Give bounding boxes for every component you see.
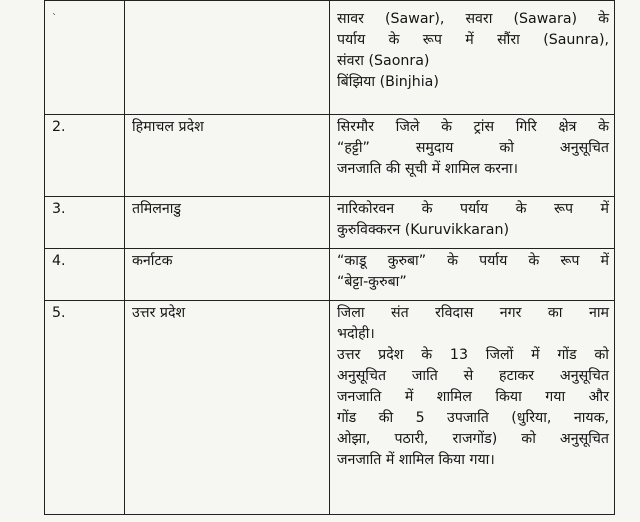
- state-cell: हिमाचल प्रदेश: [125, 115, 330, 197]
- table-row: [45, 301, 615, 515]
- serial-cell: 5.: [45, 301, 125, 515]
- description-cell: [330, 115, 615, 197]
- serial-cell: 2.: [45, 115, 125, 197]
- state-cell: उत्तर प्रदेश: [125, 301, 330, 515]
- description-line: जनजाति की सूची में शामिल करना।: [337, 161, 518, 177]
- description-line: सावर (Sawar), सवरा (Sawara) के: [337, 11, 609, 27]
- state-cell: तमिलनाडु: [125, 197, 330, 249]
- description-line: गोंड की 5 उपजाति (धुरिया, नायक,: [337, 410, 609, 426]
- serial-cell: 3.: [45, 197, 125, 249]
- description-line: कुरुविक्करन (Kuruvikkaran): [337, 222, 509, 238]
- description-line: पर्याय के रूप में सौंरा (Saunra),: [337, 32, 609, 48]
- description-line: सिरमौर जिले के ट्रांस गिरि क्षेत्र के: [337, 119, 609, 135]
- table-row: [45, 115, 615, 197]
- description-line: उत्तर प्रदेश के 13 जिलों में गोंड को: [337, 347, 609, 363]
- table-row: [45, 197, 615, 249]
- description-cell: [330, 1, 615, 115]
- table-row: [45, 1, 615, 115]
- description-line: “बेट्टा-कुरुबा”: [337, 274, 407, 290]
- serial-cell: 4.: [45, 249, 125, 301]
- description-line: “काडू कुरुबा” के पर्याय के रूप में: [337, 253, 609, 269]
- serial-cell: [45, 1, 125, 115]
- table-row: [45, 249, 615, 301]
- description-line: भदोही।: [337, 326, 375, 342]
- states-table: [44, 0, 615, 515]
- description-cell: [330, 249, 615, 301]
- description-line: ओझा, पठारी, राजगोंड) को अनुसूचित: [337, 431, 609, 447]
- state-cell: [125, 1, 330, 115]
- description-cell: [330, 197, 615, 249]
- state-cell: कर्नाटक: [125, 249, 330, 301]
- description-line: अनुसूचित जाति से हटाकर अनुसूचित: [337, 368, 609, 384]
- description-line: जनजाति में शामिल किया गया और: [337, 389, 609, 405]
- description-line: जनजाति में शामिल किया गया।: [337, 452, 495, 468]
- description-line: संवरा (Saonra): [337, 53, 430, 69]
- stray-mark: `: [52, 13, 57, 24]
- description-line: “हट्टी” समुदाय को अनुसूचित: [337, 140, 609, 156]
- description-line: जिला संत रविदास नगर का नाम: [337, 305, 609, 321]
- description-cell: [330, 301, 615, 515]
- description-line: बिंझिया (Binjhia): [337, 74, 439, 90]
- description-line: नारिकोरवन के पर्याय के रूप में: [337, 201, 609, 217]
